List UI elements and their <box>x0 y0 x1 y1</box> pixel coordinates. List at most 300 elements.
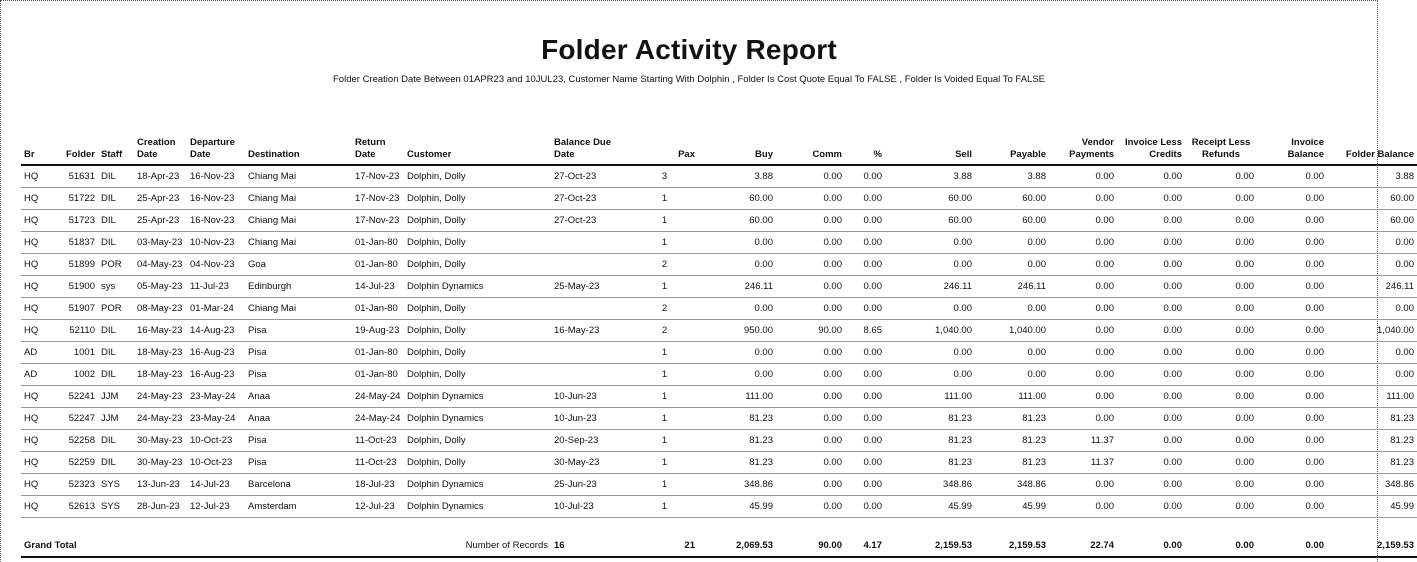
cell-staff: DIL <box>98 165 134 188</box>
cell-staff: DIL <box>98 210 134 232</box>
cell-sell: 0.00 <box>885 298 975 320</box>
cell-pct: 0.00 <box>845 386 885 408</box>
cell-folder: 52259 <box>57 452 98 474</box>
cell-destination: Pisa <box>245 364 352 386</box>
total-pax: 21 <box>631 534 698 557</box>
cell-sell: 246.11 <box>885 276 975 298</box>
cell-customer: Dolphin, Dolly <box>404 320 551 342</box>
cell-staff: sys <box>98 276 134 298</box>
cell-vendor-payments: 0.00 <box>1049 210 1117 232</box>
cell-br: HQ <box>21 165 57 188</box>
cell-return-date: 17-Nov-23 <box>352 188 404 210</box>
cell-comm: 0.00 <box>776 342 845 364</box>
table-row <box>21 496 1417 518</box>
column-header: Pax <box>631 133 698 165</box>
cell-sell: 81.23 <box>885 430 975 452</box>
column-header: Comm <box>776 133 845 165</box>
table-row <box>21 364 1417 386</box>
cell-pct: 0.00 <box>845 254 885 276</box>
cell-balance-due-date <box>551 232 631 254</box>
total-vendor-payments: 22.74 <box>1049 534 1117 557</box>
cell-customer: Dolphin Dynamics <box>404 474 551 496</box>
cell-invoice-less-credits: 0.00 <box>1117 496 1185 518</box>
cell-customer: Dolphin, Dolly <box>404 364 551 386</box>
cell-invoice-balance: 0.00 <box>1257 474 1327 496</box>
total-receipt-less-refunds: 0.00 <box>1185 534 1257 557</box>
cell-creation-date: 03-May-23 <box>134 232 187 254</box>
cell-invoice-balance: 0.00 <box>1257 496 1327 518</box>
column-header: Customer <box>404 133 551 165</box>
cell-creation-date: 16-May-23 <box>134 320 187 342</box>
cell-receipt-less-refunds: 0.00 <box>1185 386 1257 408</box>
column-header: Br <box>21 133 57 165</box>
cell-folder-balance: 45.99 <box>1327 496 1417 518</box>
total-invoice-less-credits: 0.00 <box>1117 534 1185 557</box>
cell-comm: 0.00 <box>776 474 845 496</box>
cell-pax: 1 <box>631 452 698 474</box>
cell-receipt-less-refunds: 0.00 <box>1185 165 1257 188</box>
cell-sell: 0.00 <box>885 254 975 276</box>
cell-pct: 0.00 <box>845 276 885 298</box>
cell-receipt-less-refunds: 0.00 <box>1185 298 1257 320</box>
cell-br: HQ <box>21 430 57 452</box>
cell-destination: Pisa <box>245 320 352 342</box>
cell-invoice-less-credits: 0.00 <box>1117 276 1185 298</box>
cell-invoice-balance: 0.00 <box>1257 232 1327 254</box>
column-header: Balance Due Date <box>551 133 631 165</box>
cell-return-date: 17-Nov-23 <box>352 165 404 188</box>
cell-vendor-payments: 11.37 <box>1049 452 1117 474</box>
cell-balance-due-date <box>551 342 631 364</box>
cell-invoice-less-credits: 0.00 <box>1117 408 1185 430</box>
column-header: Departure Date <box>187 133 245 165</box>
cell-br: HQ <box>21 452 57 474</box>
cell-vendor-payments: 0.00 <box>1049 386 1117 408</box>
cell-pct: 0.00 <box>845 165 885 188</box>
cell-customer: Dolphin, Dolly <box>404 430 551 452</box>
cell-folder: 1002 <box>57 364 98 386</box>
cell-customer: Dolphin, Dolly <box>404 452 551 474</box>
cell-sell: 111.00 <box>885 386 975 408</box>
cell-folder-balance: 1,040.00 <box>1327 320 1417 342</box>
cell-pct: 0.00 <box>845 452 885 474</box>
cell-br: HQ <box>21 188 57 210</box>
cell-br: AD <box>21 364 57 386</box>
cell-sell: 60.00 <box>885 188 975 210</box>
cell-invoice-less-credits: 0.00 <box>1117 364 1185 386</box>
cell-invoice-balance: 0.00 <box>1257 452 1327 474</box>
cell-payable: 348.86 <box>975 474 1049 496</box>
column-header: Receipt Less Refunds <box>1185 133 1257 165</box>
cell-folder: 52241 <box>57 386 98 408</box>
cell-staff: POR <box>98 254 134 276</box>
cell-vendor-payments: 0.00 <box>1049 188 1117 210</box>
cell-invoice-balance: 0.00 <box>1257 320 1327 342</box>
cell-sell: 0.00 <box>885 342 975 364</box>
cell-comm: 0.00 <box>776 165 845 188</box>
cell-vendor-payments: 0.00 <box>1049 276 1117 298</box>
cell-creation-date: 05-May-23 <box>134 276 187 298</box>
cell-invoice-balance: 0.00 <box>1257 342 1327 364</box>
folder-activity-table <box>21 133 1417 558</box>
cell-departure-date: 16-Nov-23 <box>187 188 245 210</box>
cell-pax: 2 <box>631 298 698 320</box>
cell-br: HQ <box>21 210 57 232</box>
cell-pct: 0.00 <box>845 474 885 496</box>
cell-return-date: 12-Jul-23 <box>352 496 404 518</box>
cell-payable: 81.23 <box>975 430 1049 452</box>
cell-creation-date: 30-May-23 <box>134 430 187 452</box>
table-row <box>21 165 1417 188</box>
cell-destination: Anaa <box>245 386 352 408</box>
cell-payable: 45.99 <box>975 496 1049 518</box>
cell-folder: 52613 <box>57 496 98 518</box>
cell-invoice-less-credits: 0.00 <box>1117 430 1185 452</box>
cell-destination: Pisa <box>245 430 352 452</box>
cell-balance-due-date: 25-May-23 <box>551 276 631 298</box>
spacer-row <box>21 518 1417 535</box>
cell-folder-balance: 348.86 <box>1327 474 1417 496</box>
cell-departure-date: 10-Oct-23 <box>187 452 245 474</box>
table-header-row <box>21 133 1417 165</box>
cell-staff: DIL <box>98 452 134 474</box>
cell-balance-due-date: 27-Oct-23 <box>551 165 631 188</box>
table-row <box>21 210 1417 232</box>
cell-invoice-less-credits: 0.00 <box>1117 188 1185 210</box>
column-header: Invoice Less Credits <box>1117 133 1185 165</box>
table-row <box>21 232 1417 254</box>
cell-pax: 2 <box>631 254 698 276</box>
cell-vendor-payments: 0.00 <box>1049 496 1117 518</box>
cell-folder-balance: 60.00 <box>1327 188 1417 210</box>
cell-payable: 81.23 <box>975 452 1049 474</box>
cell-vendor-payments: 0.00 <box>1049 364 1117 386</box>
cell-vendor-payments: 0.00 <box>1049 474 1117 496</box>
cell-return-date: 01-Jan-80 <box>352 254 404 276</box>
cell-payable: 0.00 <box>975 364 1049 386</box>
cell-buy: 246.11 <box>698 276 776 298</box>
cell-buy: 0.00 <box>698 342 776 364</box>
cell-pct: 0.00 <box>845 496 885 518</box>
cell-buy: 81.23 <box>698 452 776 474</box>
cell-vendor-payments: 0.00 <box>1049 342 1117 364</box>
cell-receipt-less-refunds: 0.00 <box>1185 496 1257 518</box>
cell-folder-balance: 3.88 <box>1327 165 1417 188</box>
cell-departure-date: 23-May-24 <box>187 386 245 408</box>
cell-sell: 348.86 <box>885 474 975 496</box>
cell-balance-due-date: 10-Jul-23 <box>551 496 631 518</box>
column-header: Payable <box>975 133 1049 165</box>
grand-total-row <box>21 534 1417 557</box>
cell-creation-date: 30-May-23 <box>134 452 187 474</box>
cell-folder: 52110 <box>57 320 98 342</box>
cell-folder: 51723 <box>57 210 98 232</box>
cell-receipt-less-refunds: 0.00 <box>1185 474 1257 496</box>
cell-return-date: 01-Jan-80 <box>352 342 404 364</box>
cell-receipt-less-refunds: 0.00 <box>1185 188 1257 210</box>
cell-return-date: 01-Jan-80 <box>352 298 404 320</box>
cell-staff: DIL <box>98 364 134 386</box>
cell-pax: 1 <box>631 430 698 452</box>
cell-br: HQ <box>21 496 57 518</box>
cell-pct: 8.65 <box>845 320 885 342</box>
cell-destination: Chiang Mai <box>245 165 352 188</box>
cell-sell: 60.00 <box>885 210 975 232</box>
cell-return-date: 18-Jul-23 <box>352 474 404 496</box>
cell-destination: Chiang Mai <box>245 210 352 232</box>
cell-pct: 0.00 <box>845 364 885 386</box>
cell-pax: 1 <box>631 342 698 364</box>
column-header: Buy <box>698 133 776 165</box>
cell-departure-date: 14-Aug-23 <box>187 320 245 342</box>
cell-return-date: 01-Jan-80 <box>352 232 404 254</box>
cell-comm: 0.00 <box>776 232 845 254</box>
cell-invoice-less-credits: 0.00 <box>1117 165 1185 188</box>
column-header: Folder <box>57 133 98 165</box>
cell-folder: 51907 <box>57 298 98 320</box>
cell-invoice-balance: 0.00 <box>1257 298 1327 320</box>
cell-invoice-less-credits: 0.00 <box>1117 474 1185 496</box>
cell-balance-due-date: 25-Jun-23 <box>551 474 631 496</box>
cell-payable: 3.88 <box>975 165 1049 188</box>
total-pct: 4.17 <box>845 534 885 557</box>
table-row <box>21 254 1417 276</box>
cell-invoice-less-credits: 0.00 <box>1117 452 1185 474</box>
cell-buy: 348.86 <box>698 474 776 496</box>
cell-comm: 0.00 <box>776 188 845 210</box>
cell-invoice-less-credits: 0.00 <box>1117 342 1185 364</box>
column-header: Vendor Payments <box>1049 133 1117 165</box>
cell-customer: Dolphin, Dolly <box>404 298 551 320</box>
table-row <box>21 474 1417 496</box>
cell-pax: 1 <box>631 232 698 254</box>
cell-destination: Goa <box>245 254 352 276</box>
cell-departure-date: 11-Jul-23 <box>187 276 245 298</box>
cell-br: HQ <box>21 298 57 320</box>
cell-staff: SYS <box>98 474 134 496</box>
cell-buy: 81.23 <box>698 430 776 452</box>
cell-invoice-balance: 0.00 <box>1257 254 1327 276</box>
cell-comm: 0.00 <box>776 254 845 276</box>
cell-creation-date: 25-Apr-23 <box>134 210 187 232</box>
cell-folder: 52247 <box>57 408 98 430</box>
cell-creation-date: 28-Jun-23 <box>134 496 187 518</box>
cell-departure-date: 14-Jul-23 <box>187 474 245 496</box>
cell-sell: 1,040.00 <box>885 320 975 342</box>
cell-customer: Dolphin Dynamics <box>404 276 551 298</box>
cell-destination: Pisa <box>245 452 352 474</box>
cell-customer: Dolphin, Dolly <box>404 254 551 276</box>
column-header: Invoice Balance <box>1257 133 1327 165</box>
cell-vendor-payments: 0.00 <box>1049 232 1117 254</box>
cell-balance-due-date: 27-Oct-23 <box>551 188 631 210</box>
cell-buy: 3.88 <box>698 165 776 188</box>
cell-folder-balance: 0.00 <box>1327 254 1417 276</box>
cell-buy: 0.00 <box>698 254 776 276</box>
cell-sell: 0.00 <box>885 364 975 386</box>
cell-br: HQ <box>21 232 57 254</box>
cell-invoice-less-credits: 0.00 <box>1117 320 1185 342</box>
table-row <box>21 188 1417 210</box>
cell-pct: 0.00 <box>845 298 885 320</box>
cell-destination: Chiang Mai <box>245 298 352 320</box>
cell-balance-due-date <box>551 254 631 276</box>
cell-customer: Dolphin Dynamics <box>404 386 551 408</box>
cell-departure-date: 04-Nov-23 <box>187 254 245 276</box>
report-filter-criteria: Folder Creation Date Between 01APR23 and 10JUL23, Customer Name Starting With Dolphin , Folder Is Cost Quote Equal To FALSE , Folder Is Voided Equal To FALSE <box>333 74 1045 85</box>
cell-buy: 111.00 <box>698 386 776 408</box>
cell-staff: POR <box>98 298 134 320</box>
cell-invoice-less-credits: 0.00 <box>1117 386 1185 408</box>
cell-invoice-balance: 0.00 <box>1257 408 1327 430</box>
cell-balance-due-date <box>551 364 631 386</box>
cell-destination: Anaa <box>245 408 352 430</box>
cell-pct: 0.00 <box>845 430 885 452</box>
cell-staff: DIL <box>98 342 134 364</box>
cell-receipt-less-refunds: 0.00 <box>1185 320 1257 342</box>
cell-buy: 60.00 <box>698 210 776 232</box>
cell-invoice-less-credits: 0.00 <box>1117 210 1185 232</box>
cell-return-date: 11-Oct-23 <box>352 430 404 452</box>
cell-creation-date: 25-Apr-23 <box>134 188 187 210</box>
cell-creation-date: 04-May-23 <box>134 254 187 276</box>
records-count-label: Number of Records <box>404 534 551 557</box>
cell-customer: Dolphin, Dolly <box>404 232 551 254</box>
cell-balance-due-date <box>551 298 631 320</box>
cell-creation-date: 18-Apr-23 <box>134 165 187 188</box>
cell-folder-balance: 0.00 <box>1327 342 1417 364</box>
table-row <box>21 386 1417 408</box>
cell-staff: DIL <box>98 188 134 210</box>
cell-customer: Dolphin, Dolly <box>404 188 551 210</box>
cell-receipt-less-refunds: 0.00 <box>1185 232 1257 254</box>
cell-br: HQ <box>21 386 57 408</box>
cell-return-date: 14-Jul-23 <box>352 276 404 298</box>
cell-pct: 0.00 <box>845 342 885 364</box>
cell-invoice-balance: 0.00 <box>1257 386 1327 408</box>
cell-pax: 1 <box>631 386 698 408</box>
cell-departure-date: 23-May-24 <box>187 408 245 430</box>
cell-return-date: 01-Jan-80 <box>352 364 404 386</box>
column-header: Creation Date <box>134 133 187 165</box>
cell-creation-date: 08-May-23 <box>134 298 187 320</box>
cell-staff: SYS <box>98 496 134 518</box>
cell-return-date: 19-Aug-23 <box>352 320 404 342</box>
table-row <box>21 276 1417 298</box>
cell-folder-balance: 60.00 <box>1327 210 1417 232</box>
cell-br: HQ <box>21 276 57 298</box>
cell-return-date: 17-Nov-23 <box>352 210 404 232</box>
cell-comm: 0.00 <box>776 386 845 408</box>
cell-folder: 52323 <box>57 474 98 496</box>
cell-invoice-less-credits: 0.00 <box>1117 254 1185 276</box>
table-row <box>21 342 1417 364</box>
cell-receipt-less-refunds: 0.00 <box>1185 276 1257 298</box>
cell-folder-balance: 0.00 <box>1327 298 1417 320</box>
cell-br: HQ <box>21 254 57 276</box>
cell-payable: 111.00 <box>975 386 1049 408</box>
cell-departure-date: 16-Nov-23 <box>187 165 245 188</box>
cell-payable: 246.11 <box>975 276 1049 298</box>
total-folder-balance: 2,159.53 <box>1327 534 1417 557</box>
cell-balance-due-date: 20-Sep-23 <box>551 430 631 452</box>
cell-receipt-less-refunds: 0.00 <box>1185 452 1257 474</box>
column-header: Folder Balance <box>1327 133 1417 165</box>
cell-customer: Dolphin Dynamics <box>404 408 551 430</box>
total-invoice-balance: 0.00 <box>1257 534 1327 557</box>
cell-vendor-payments: 0.00 <box>1049 165 1117 188</box>
cell-comm: 0.00 <box>776 364 845 386</box>
cell-pax: 1 <box>631 364 698 386</box>
cell-creation-date: 24-May-23 <box>134 386 187 408</box>
cell-payable: 0.00 <box>975 232 1049 254</box>
cell-departure-date: 12-Jul-23 <box>187 496 245 518</box>
cell-balance-due-date: 10-Jun-23 <box>551 386 631 408</box>
total-sell: 2,159.53 <box>885 534 975 557</box>
cell-payable: 0.00 <box>975 298 1049 320</box>
column-header: Staff <box>98 133 134 165</box>
cell-departure-date: 01-Mar-24 <box>187 298 245 320</box>
cell-buy: 0.00 <box>698 364 776 386</box>
cell-vendor-payments: 0.00 <box>1049 254 1117 276</box>
column-header: Sell <box>885 133 975 165</box>
cell-comm: 0.00 <box>776 276 845 298</box>
cell-folder: 51900 <box>57 276 98 298</box>
cell-customer: Dolphin Dynamics <box>404 496 551 518</box>
cell-pax: 1 <box>631 210 698 232</box>
cell-folder: 51722 <box>57 188 98 210</box>
cell-folder: 51631 <box>57 165 98 188</box>
records-count-value: 16 <box>551 534 631 557</box>
cell-balance-due-date: 30-May-23 <box>551 452 631 474</box>
cell-pct: 0.00 <box>845 232 885 254</box>
cell-folder: 1001 <box>57 342 98 364</box>
cell-invoice-balance: 0.00 <box>1257 188 1327 210</box>
table-row <box>21 298 1417 320</box>
column-header: Return Date <box>352 133 404 165</box>
cell-folder-balance: 81.23 <box>1327 452 1417 474</box>
total-payable: 2,159.53 <box>975 534 1049 557</box>
cell-return-date: 24-May-24 <box>352 386 404 408</box>
cell-invoice-balance: 0.00 <box>1257 210 1327 232</box>
cell-pax: 3 <box>631 165 698 188</box>
cell-invoice-balance: 0.00 <box>1257 364 1327 386</box>
cell-staff: JJM <box>98 386 134 408</box>
cell-destination: Pisa <box>245 342 352 364</box>
cell-payable: 1,040.00 <box>975 320 1049 342</box>
cell-folder-balance: 81.23 <box>1327 408 1417 430</box>
cell-pax: 2 <box>631 320 698 342</box>
table-row <box>21 430 1417 452</box>
cell-balance-due-date: 27-Oct-23 <box>551 210 631 232</box>
cell-folder: 51837 <box>57 232 98 254</box>
cell-receipt-less-refunds: 0.00 <box>1185 430 1257 452</box>
cell-creation-date: 13-Jun-23 <box>134 474 187 496</box>
cell-folder-balance: 246.11 <box>1327 276 1417 298</box>
cell-staff: DIL <box>98 320 134 342</box>
cell-folder: 52258 <box>57 430 98 452</box>
cell-folder: 51899 <box>57 254 98 276</box>
cell-vendor-payments: 0.00 <box>1049 408 1117 430</box>
cell-buy: 60.00 <box>698 188 776 210</box>
cell-buy: 81.23 <box>698 408 776 430</box>
cell-destination: Barcelona <box>245 474 352 496</box>
cell-vendor-payments: 11.37 <box>1049 430 1117 452</box>
cell-br: HQ <box>21 474 57 496</box>
cell-sell: 81.23 <box>885 408 975 430</box>
cell-receipt-less-refunds: 0.00 <box>1185 342 1257 364</box>
cell-pax: 1 <box>631 408 698 430</box>
